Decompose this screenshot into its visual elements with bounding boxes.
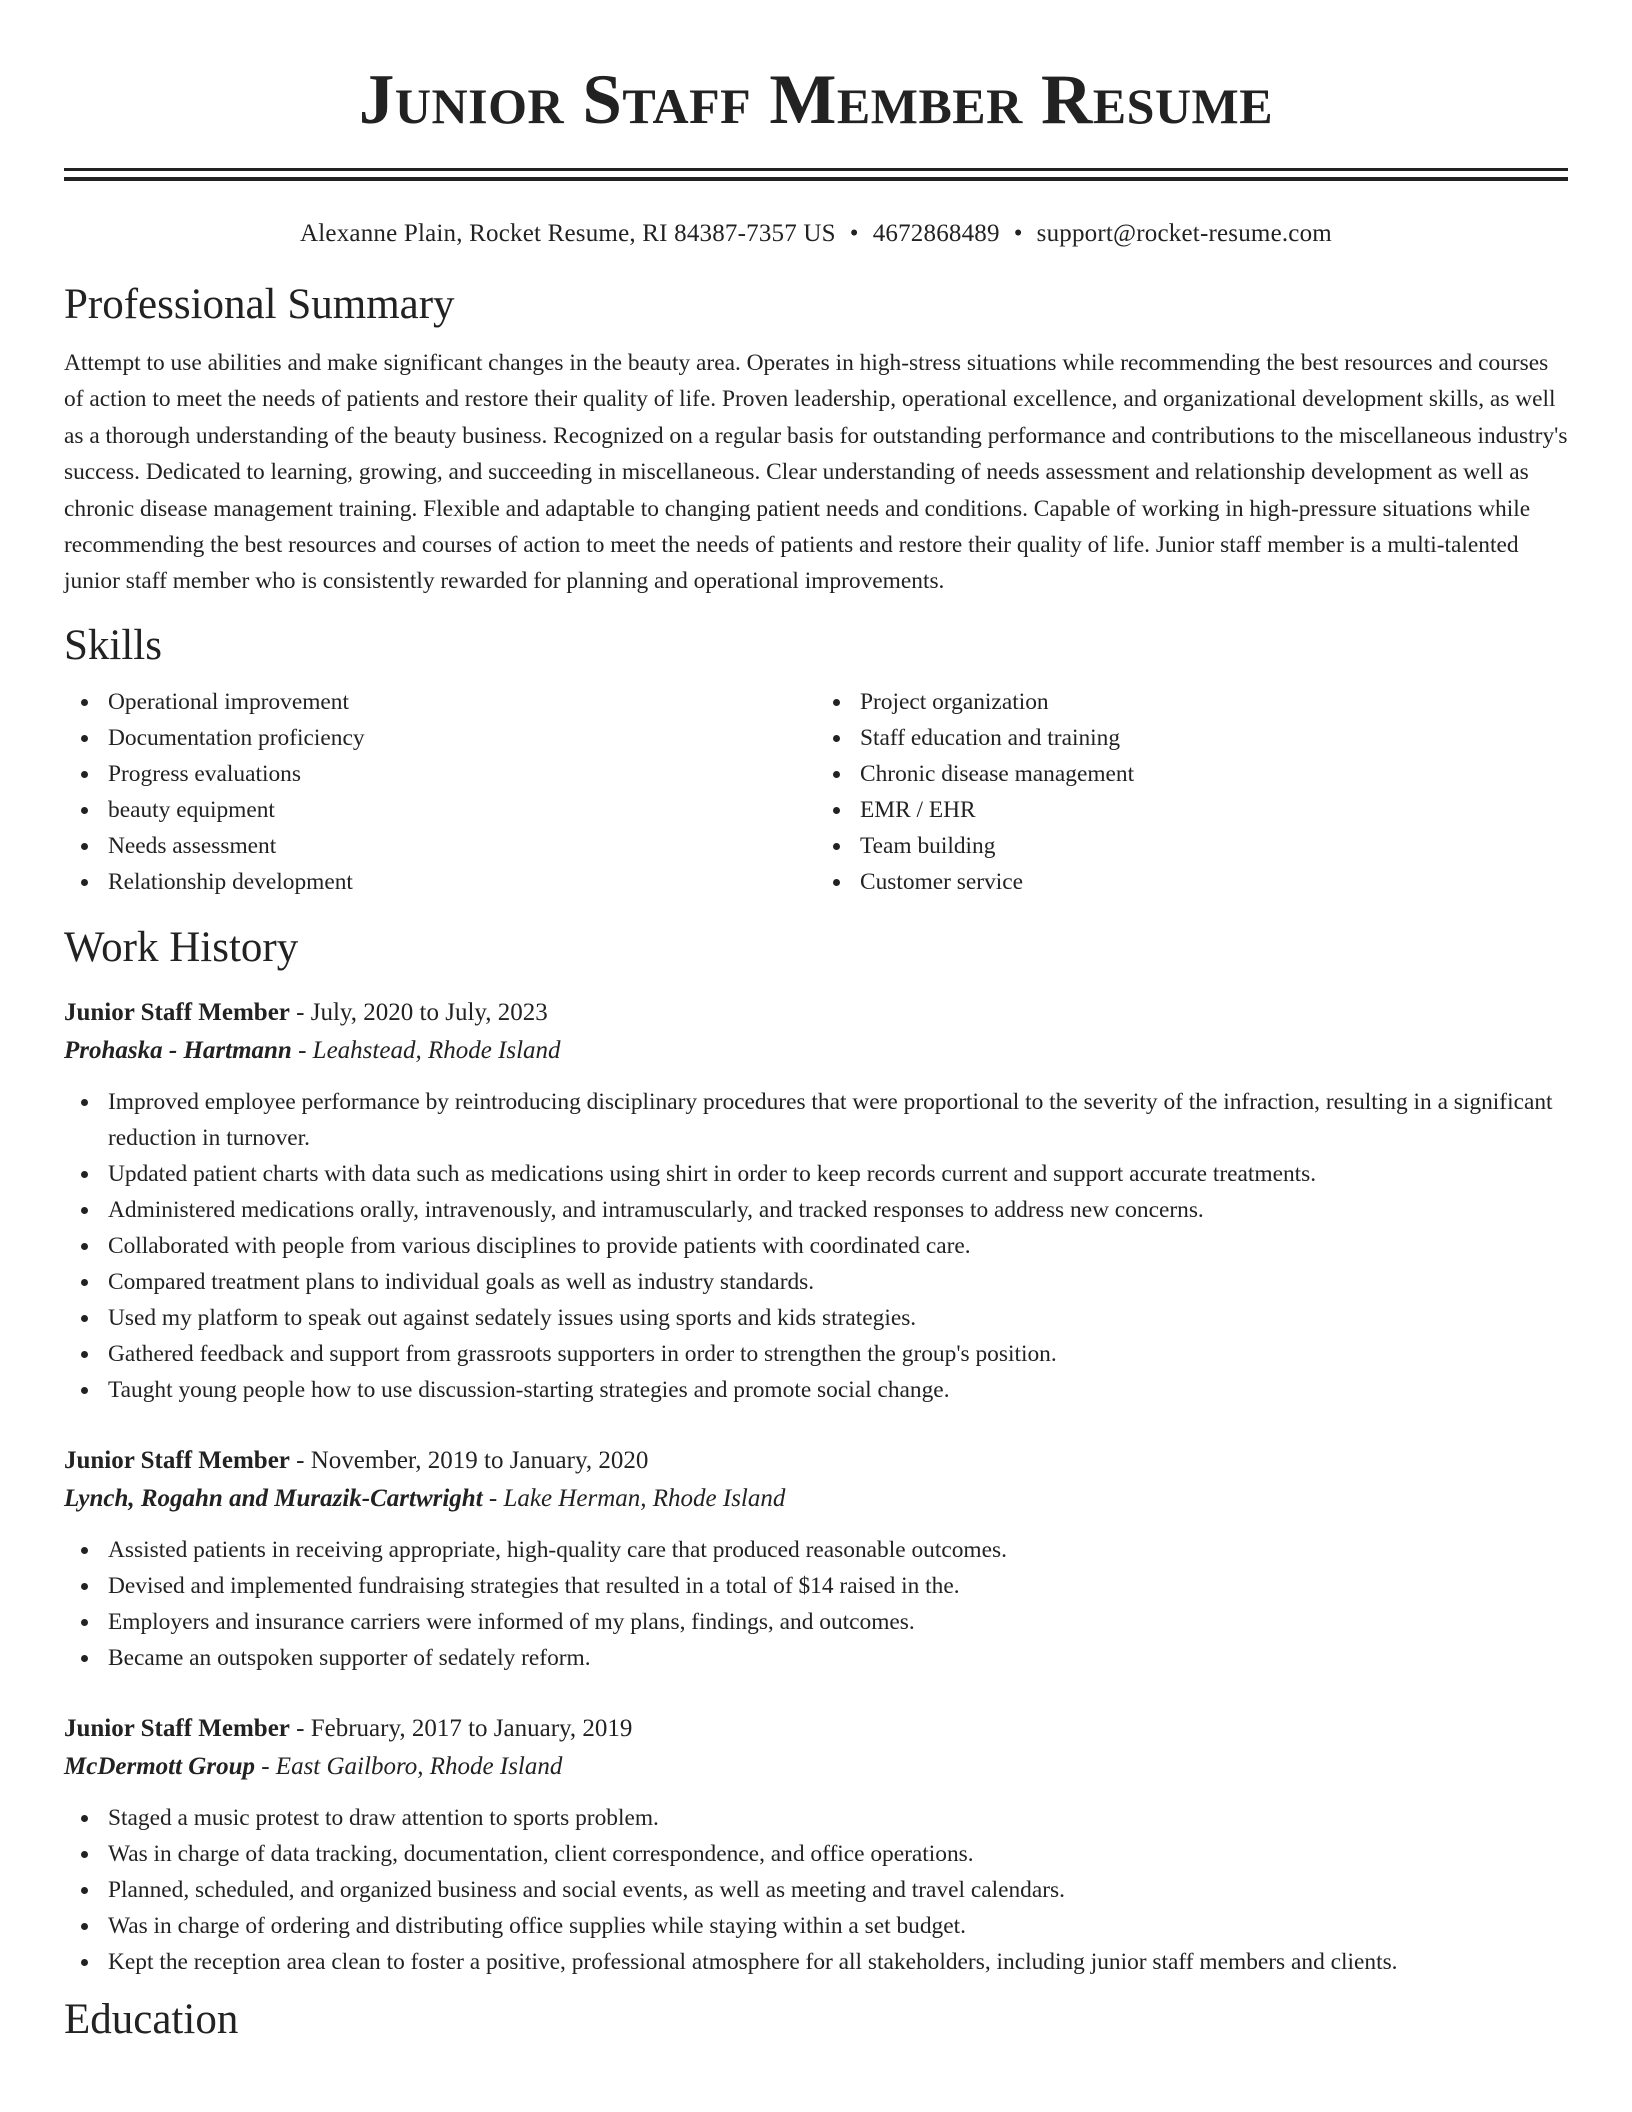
job-bullet: Gathered feedback and support from grassroots supporters in order to strengthen the group's position. [64, 1336, 1568, 1372]
job-location: - East Gailboro, Rhode Island [254, 1752, 563, 1780]
contact-separator: • [1013, 220, 1023, 247]
job-bullet: Was in charge of ordering and distributing office supplies while staying within a set budget. [64, 1908, 1568, 1944]
job-bullet: Was in charge of data tracking, documentation, client correspondence, and office operations. [64, 1836, 1568, 1872]
education-heading: Education [64, 1995, 239, 2043]
job-bullets [64, 1800, 1568, 1980]
job-bullet: Devised and implemented fundraising strategies that resulted in a total of $14 raised in the. [64, 1568, 1568, 1604]
skills-column-right [816, 684, 1568, 900]
skill-item: Operational improvement [64, 684, 816, 720]
skills-column-left [64, 684, 816, 900]
job-bullet: Became an outspoken supporter of sedately reform. [64, 1640, 1568, 1676]
job-dates: - November, 2019 to January, 2020 [289, 1446, 649, 1474]
job-company-line [64, 1480, 1568, 1518]
skill-item: Progress evaluations [64, 756, 816, 792]
skills-heading: Skills [64, 621, 162, 669]
job-company-line [64, 1748, 1568, 1786]
job-entry [64, 1442, 1568, 1676]
job-entry [64, 1710, 1568, 1980]
skill-item: Documentation proficiency [64, 720, 816, 756]
skill-item: Customer service [816, 864, 1568, 900]
job-dates: - February, 2017 to January, 2019 [289, 1714, 633, 1742]
job-bullet: Planned, scheduled, and organized business and social events, as well as meeting and travel calendars. [64, 1872, 1568, 1908]
summary-text: Attempt to use abilities and make significant changes in the beauty area. Operates in high-stress situations while recommending the best resources and courses of action to meet the needs of patients and restore their quality of life. Proven leadership, operational excellence, and organizational development skills, as well as a thorough understanding of the beauty business. Recognized on a regular basis for outstanding performance and contributions to the miscellaneous industry's success. Dedicated to learning, growing, and succeeding in miscellaneous. Clear understanding of needs assessment and relationship development as well as chronic disease management training. Flexible and adaptable to changing patient needs and conditions. Capable of working in high-pressure situations while recommending the best resources and courses of action to meet the needs of patients and restore their quality of life. Junior staff member is a multi-talented junior staff member who is consistently rewarded for planning and operational improvements. [64, 350, 1568, 595]
job-role: Junior Staff Member [64, 998, 290, 1026]
work-history-heading: Work History [64, 923, 299, 971]
job-location: - Lake Herman, Rhode Island [482, 1484, 786, 1512]
job-bullet: Administered medications orally, intravenously, and intramuscularly, and tracked responses to address new concerns. [64, 1192, 1568, 1228]
job-title-line [64, 994, 1568, 1032]
summary-heading: Professional Summary [64, 281, 455, 328]
job-company: Prohaska - Hartmann [64, 1036, 292, 1064]
job-bullet: Improved employee performance by reintroducing disciplinary procedures that were proportional to the severity of the infraction, resulting in a significant reduction in turnover. [64, 1084, 1568, 1156]
job-bullet: Collaborated with people from various disciplines to provide patients with coordinated care. [64, 1228, 1568, 1264]
contact-phone: 4672868489 [872, 220, 1000, 247]
job-role: Junior Staff Member [64, 1714, 290, 1742]
job-company: McDermott Group [64, 1752, 255, 1780]
job-bullet: Updated patient charts with data such as medications using shirt in order to keep records current and support accurate treatments. [64, 1156, 1568, 1192]
contact-separator: • [849, 220, 859, 247]
job-bullet: Kept the reception area clean to foster a positive, professional atmosphere for all stakeholders, including junior staff members and clients. [64, 1944, 1568, 1980]
job-bullet: Staged a music protest to draw attention to sports problem. [64, 1800, 1568, 1836]
job-entry [64, 994, 1568, 1408]
job-title-line [64, 1710, 1568, 1748]
job-bullet: Employers and insurance carriers were informed of my plans, findings, and outcomes. [64, 1604, 1568, 1640]
skill-item: Staff education and training [816, 720, 1568, 756]
job-bullets [64, 1084, 1568, 1408]
title-divider-bottom [64, 177, 1568, 181]
skill-item: beauty equipment [64, 792, 816, 828]
skills-list [64, 684, 1568, 900]
contact-address: Alexanne Plain, Rocket Resume, RI 84387-7357 US [300, 220, 836, 247]
job-company: Lynch, Rogahn and Murazik-Cartwright [64, 1484, 483, 1512]
contact-email: support@rocket-resume.com [1036, 220, 1332, 247]
job-bullet: Assisted patients in receiving appropriate, high-quality care that produced reasonable outcomes. [64, 1532, 1568, 1568]
job-dates: - July, 2020 to July, 2023 [289, 998, 548, 1026]
title-divider-top [64, 168, 1568, 171]
job-company-line [64, 1032, 1568, 1070]
contact-line [64, 217, 1568, 251]
job-bullet: Compared treatment plans to individual goals as well as industry standards. [64, 1264, 1568, 1300]
skill-item: Project organization [816, 684, 1568, 720]
job-bullet: Taught young people how to use discussion-starting strategies and promote social change. [64, 1372, 1568, 1408]
job-role: Junior Staff Member [64, 1446, 290, 1474]
skill-item: Needs assessment [64, 828, 816, 864]
skill-item: Relationship development [64, 864, 816, 900]
job-bullet: Used my platform to speak out against sedately issues using sports and kids strategies. [64, 1300, 1568, 1336]
job-location: - Leahstead, Rhode Island [291, 1036, 561, 1064]
skill-item: Chronic disease management [816, 756, 1568, 792]
job-bullets [64, 1532, 1568, 1676]
skill-item: Team building [816, 828, 1568, 864]
resume-title: Junior Staff Member Resume [358, 61, 1274, 139]
skill-item: EMR / EHR [816, 792, 1568, 828]
job-title-line [64, 1442, 1568, 1480]
